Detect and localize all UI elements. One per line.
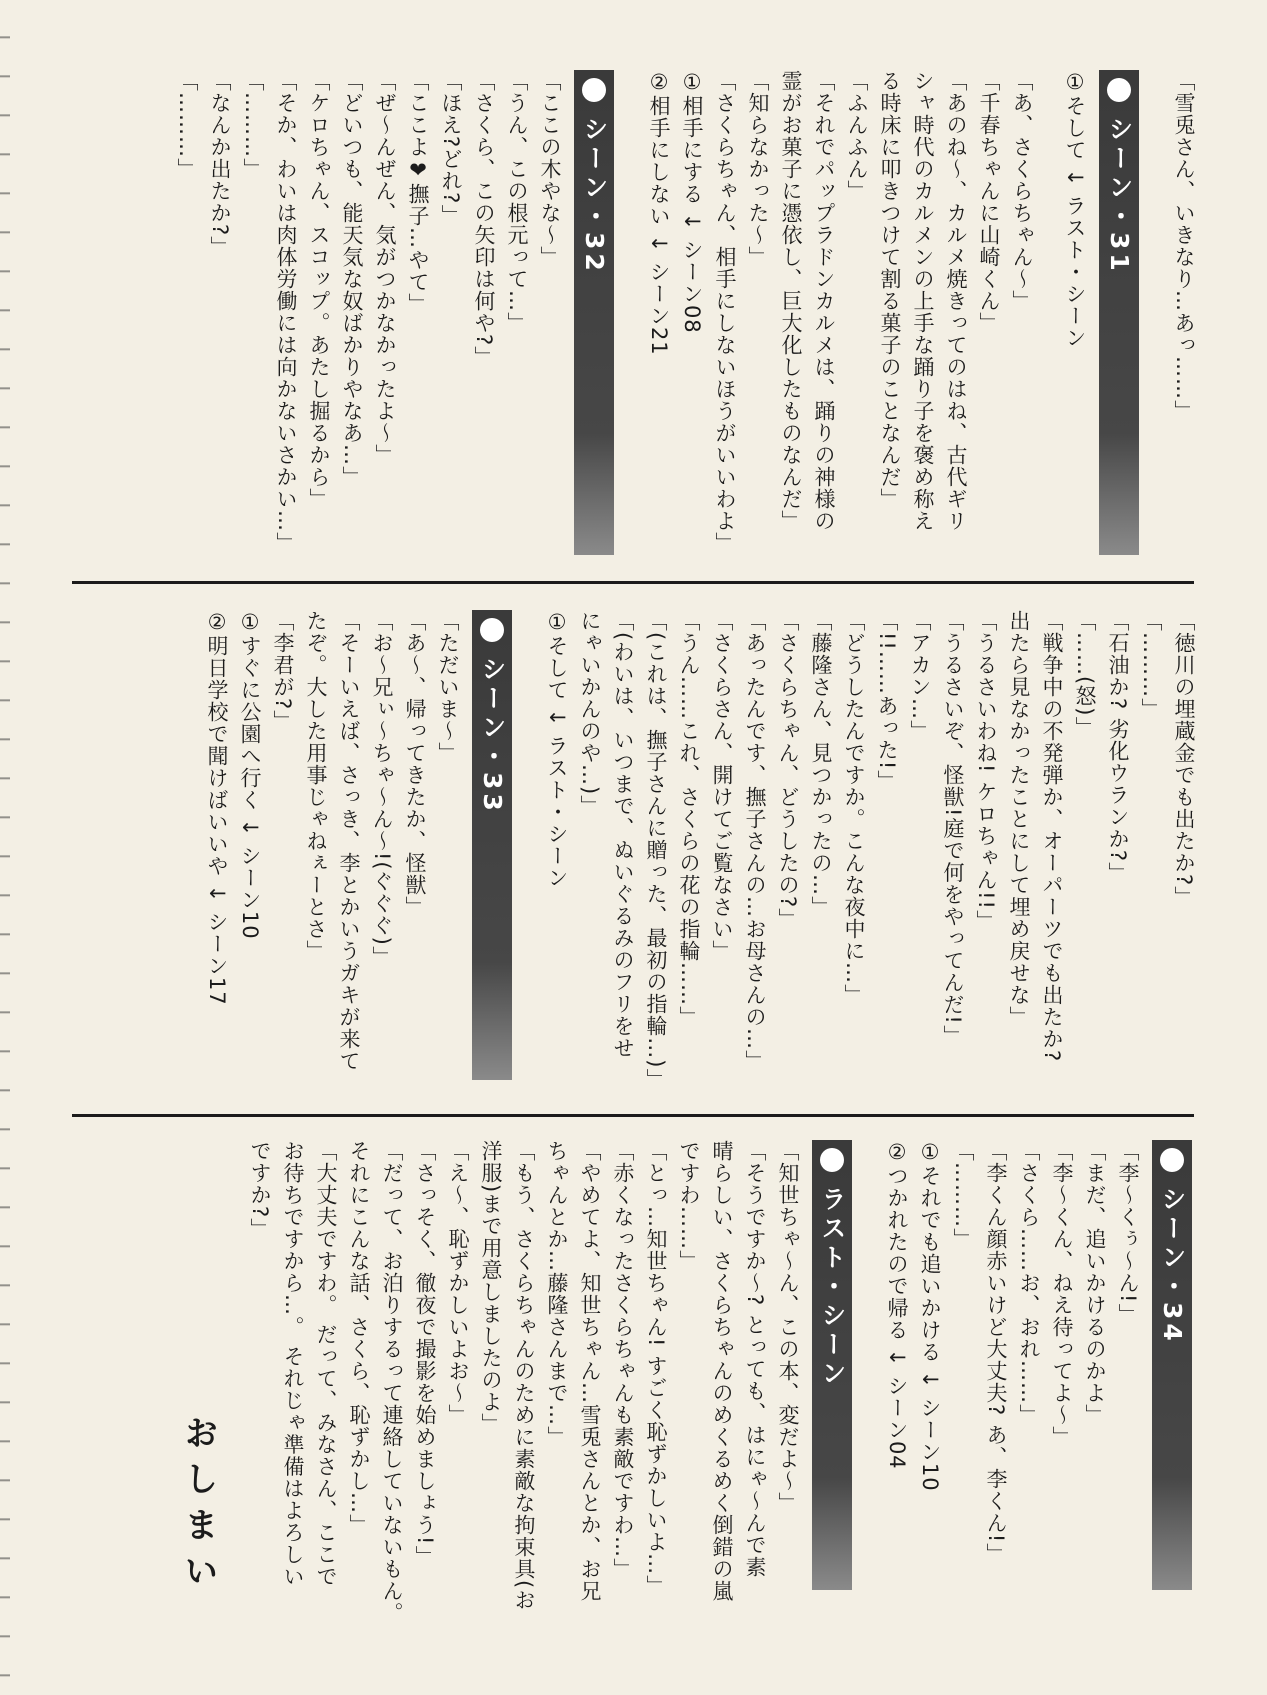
dialogue-line: 「さくら、この矢印は何や?」 [472, 70, 496, 369]
last-scene-banner [812, 1140, 852, 1590]
dialogue-line: シャ時代のカルメンの上手な踊り子を褒め称え [911, 70, 935, 532]
scene-title: シーン・32 [580, 116, 609, 275]
dialogue-line: 「ぜ〜んぜん、気がつかなかったよ〜」 [373, 70, 397, 466]
tier-middle [70, 610, 1200, 1098]
dialogue-line: それにこんな話、さくら、恥ずかし…」 [347, 1140, 371, 1536]
dialogue-line: 「石油か? 劣化ウランか?」 [1106, 610, 1130, 884]
dialogue-line: 霊がお菓子に憑依し、巨大化したものなんだ」 [779, 70, 803, 532]
choice-line[interactable]: ①そして ↓ ラスト・シーン [545, 610, 569, 889]
dialogue-line: 「ここの木やな〜」 [538, 70, 562, 268]
dialogue-line: 「………」 [951, 1140, 975, 1250]
dialogue-line: 「そか、わいは肉体労働には向かないさかい…」 [274, 70, 298, 554]
dialogue-line: 「さくらちゃん、どうしたの?」 [776, 610, 800, 931]
dialogue-line: ですわ……」 [677, 1140, 701, 1272]
dialogue-line: 「雪兎さん、いきなり…あっ……」 [1172, 70, 1196, 422]
dialogue-line: 「そうですか〜? とっても、はにゃ〜んで素 [743, 1140, 767, 1578]
dialogue-line: 「藤隆さん、見つかったの…」 [809, 610, 833, 918]
dialogue-line: たぞ。大した用事じゃねぇーとさ」 [304, 610, 328, 962]
dialogue-line: 「!!……あった!」 [875, 610, 899, 793]
scene-title: シーン・33 [478, 656, 507, 815]
circle-bullet-icon [1160, 1148, 1184, 1172]
dialogue-line: 「とっ…知世ちゃん! すごく恥ずかしいよ…」 [644, 1140, 668, 1598]
dialogue-line: 「(これは、撫子さんに贈った、最初の指輪…)」 [644, 610, 668, 1091]
dialogue-line: 「知世ちゃ〜ん、この本、変だよ〜」 [776, 1140, 800, 1514]
dialogue-line: 「もう、さくらちゃんのために素敵な拘束具(お [512, 1140, 536, 1612]
ending-text: おしまい [178, 1415, 218, 1599]
dialogue-line: 「………」 [241, 70, 265, 180]
binding-edge [0, 0, 10, 1695]
dialogue-line: お待ちですから…。 それじゃ準備はよろしい [281, 1140, 305, 1588]
dialogue-line: 「赤くなったさくらちゃんも素敵ですわ…」 [611, 1140, 635, 1580]
dialogue-line: 「大丈夫ですわ。 だって、みなさん、ここで [314, 1140, 338, 1588]
dialogue-line: 「うん……これ、さくらの花の指輪……」 [677, 610, 701, 1028]
circle-bullet-icon [480, 618, 504, 642]
dialogue-line: 「知らなかった〜」 [746, 70, 770, 268]
scene-title: ラスト・シーン [818, 1186, 847, 1389]
dialogue-line: 「なんか出たか?」 [208, 70, 232, 259]
dialogue-line: ですか?」 [248, 1140, 272, 1241]
choice-line[interactable]: ①すぐに公園へ行く ↓ シーン10 [238, 610, 262, 940]
scene-34-banner [1152, 1140, 1192, 1590]
dialogue-line: 「(わいは、いつまで、ぬいぐるみのフリをせ [611, 610, 635, 1060]
scene-32-banner [574, 70, 614, 555]
section-divider [72, 581, 1194, 584]
dialogue-line: 「そーいえば、さっき、李とかいうガキが来て [337, 610, 361, 1072]
dialogue-line: 「ここよ❤撫子…やて」 [406, 70, 430, 315]
dialogue-line: 「さくらさん、開けてご覧なさい」 [710, 610, 734, 962]
dialogue-line: 「それでパップラドンカルメは、踊りの神様の [812, 70, 836, 532]
choice-line[interactable]: ②明日学校で聞けばいいや ↓ シーン17 [205, 610, 229, 1006]
dialogue-line: 「うるさいわね! ケロちゃん!!」 [974, 610, 998, 932]
choice-line[interactable]: ②つかれたので帰る ↓ シーン04 [885, 1140, 909, 1470]
choice-line[interactable]: ①そして ↓ ラスト・シーン [1063, 70, 1087, 349]
scene-title: シーン・31 [1105, 116, 1134, 275]
dialogue-line: 「李〜くん、ねえ待ってよ〜」 [1050, 1140, 1074, 1448]
dialogue-line: 「どうしたんですか。こんな夜中に…」 [842, 610, 866, 1006]
dialogue-line: 「……(怒)」 [1073, 610, 1097, 739]
choice-line[interactable]: ②相手にしない ↓ シーン21 [647, 70, 671, 356]
dialogue-line: 「さくらちゃん、相手にしないほうがいいわよ」 [713, 70, 737, 554]
dialogue-line: 「ふんふん」 [845, 70, 869, 202]
dialogue-line: 「李くん顔赤いけど大丈夫? あ、李くん!」 [984, 1140, 1008, 1566]
scene-title: シーン・34 [1158, 1186, 1187, 1345]
dialogue-line: 「え〜、恥ずかしいよお〜」 [446, 1140, 470, 1426]
dialogue-line: 「アカン…」 [908, 610, 932, 742]
dialogue-line: 「まだ、追いかけるのかよ」 [1083, 1140, 1107, 1426]
dialogue-line: 「あったんです、撫子さんの…お母さんの…」 [743, 610, 767, 1072]
dialogue-line: にゃいかんのや…)」 [578, 610, 602, 818]
dialogue-line: 「戦争中の不発弾か、オーパーツでも出たか? [1040, 610, 1064, 1063]
circle-bullet-icon [1107, 78, 1131, 102]
dialogue-line: 「あのね〜、カルメ焼きってのはね、古代ギリ [944, 70, 968, 532]
dialogue-line: 「ただいま〜」 [436, 610, 460, 764]
dialogue-line: ちゃんとか…藤隆さんまで…」 [545, 1140, 569, 1448]
dialogue-line: 洋服)まで用意しましたのよ」 [479, 1140, 503, 1436]
dialogue-line: 「お〜兄ぃ〜ちゃ〜ん〜!(ぐぐぐ)」 [370, 610, 394, 968]
dialogue-line: 「あ、さくらちゃん〜」 [1010, 70, 1034, 312]
circle-bullet-icon [582, 78, 606, 102]
dialogue-line: 「李〜くぅ〜ん!」 [1116, 1140, 1140, 1326]
dialogue-line: 「さっそく、徹夜で撮影を始めましょう!」 [413, 1140, 437, 1568]
dialogue-line: 「李君が?」 [271, 610, 295, 733]
dialogue-line: 「ケロちゃん、スコップ。あたし掘るから」 [307, 70, 331, 510]
dialogue-line: 「さくら……お、おれ……」 [1017, 1140, 1041, 1426]
scene-33-banner [472, 610, 512, 1080]
dialogue-line: 「ほえ?どれ?」 [439, 70, 463, 227]
circle-bullet-icon [820, 1148, 844, 1172]
scene-31-banner [1099, 70, 1139, 555]
dialogue-line: る時床に叩きつけて割る菓子のことなんだ」 [878, 70, 902, 510]
dialogue-line: 「だって、お泊りするって連絡していないもん。 [380, 1140, 404, 1624]
choice-line[interactable]: ①相手にする ↓ シーン08 [680, 70, 704, 334]
dialogue-line: 「あ〜、帰ってきたか、怪獣」 [403, 610, 427, 918]
dialogue-line: 「やめてよ、知世ちゃん…雪兎さんとか、お兄 [578, 1140, 602, 1602]
dialogue-line: 「徳川の埋蔵金でも出たか?」 [1172, 610, 1196, 909]
dialogue-line: 「千春ちゃんに山崎くん」 [977, 70, 1001, 334]
dialogue-line: 「どいつも、能天気な奴ばかりやなあ…」 [340, 70, 364, 488]
dialogue-line: 「うるさいぞ、怪獣!庭で何をやってんだ!」 [941, 610, 965, 1047]
dialogue-line: 「………」 [1139, 610, 1163, 720]
tier-bottom [70, 1140, 1200, 1640]
dialogue-line: 「うん、この根元って…」 [505, 70, 529, 334]
dialogue-line: 出たら見なかったことにして埋め戻せな」 [1007, 610, 1031, 1028]
section-divider [72, 1114, 1194, 1117]
dialogue-line: 「………」 [175, 70, 199, 180]
choice-line[interactable]: ①それでも追いかける ↓ シーン10 [918, 1140, 942, 1492]
dialogue-line: 晴らしい、さくらちゃんのめくるめく倒錯の嵐 [710, 1140, 734, 1602]
tier-top [70, 70, 1200, 570]
